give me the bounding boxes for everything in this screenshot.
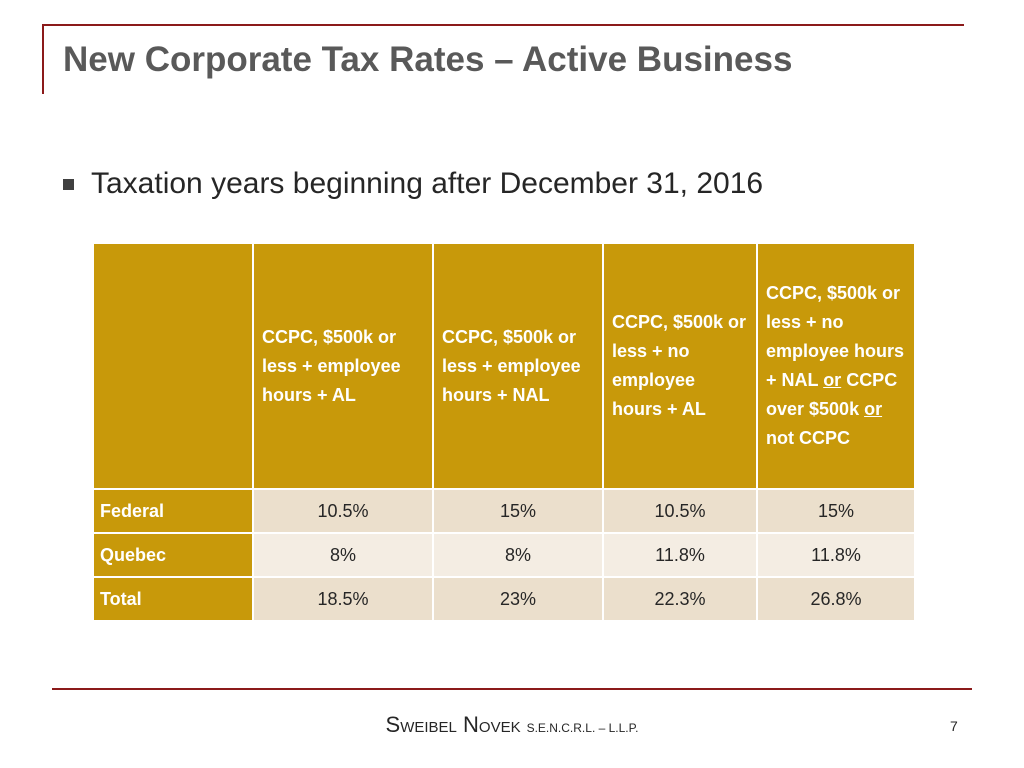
- table-cell: 15%: [434, 490, 602, 532]
- header-col-3: CCPC, $500k or less + no employee hours + AL: [604, 244, 756, 488]
- table-cell: 23%: [434, 578, 602, 620]
- header-col-2: CCPC, $500k or less + employee hours + NAL: [434, 244, 602, 488]
- table-cell: 18.5%: [254, 578, 432, 620]
- left-accent-rule: [42, 24, 44, 94]
- table-cell: 15%: [758, 490, 914, 532]
- table-header-row: [94, 244, 914, 488]
- page-number: 7: [950, 718, 958, 734]
- tax-rates-table: [92, 242, 916, 622]
- header-corner: [94, 244, 252, 488]
- table-cell: 8%: [434, 534, 602, 576]
- row-label: Quebec: [94, 534, 252, 576]
- header-col-4-text-3: not CCPC: [766, 428, 850, 448]
- table-row-federal: [94, 490, 914, 532]
- header-col-4-text-1: CCPC, $500k or less + no employee hours + NAL: [766, 283, 905, 390]
- table-cell: 26.8%: [758, 578, 914, 620]
- footer-firm-name: [0, 712, 1024, 738]
- firm-name: Sweibel Novek: [385, 712, 521, 737]
- table-cell: 22.3%: [604, 578, 756, 620]
- header-col-4-or-1: or: [823, 370, 842, 390]
- header-col-4: [758, 244, 914, 488]
- slide-title: New Corporate Tax Rates – Active Business: [63, 40, 793, 79]
- header-col-1: CCPC, $500k or less + employee hours + AL: [254, 244, 432, 488]
- bullet-square-icon: [63, 179, 74, 190]
- firm-suffix: S.E.N.C.R.L. – L.L.P.: [526, 721, 639, 735]
- bullet-item: [63, 167, 763, 201]
- table-cell: 11.8%: [758, 534, 914, 576]
- table-cell: 10.5%: [254, 490, 432, 532]
- table-cell: 8%: [254, 534, 432, 576]
- table-cell: 11.8%: [604, 534, 756, 576]
- row-label: Federal: [94, 490, 252, 532]
- bullet-text: Taxation years beginning after December 31, 2016: [91, 167, 764, 200]
- header-col-4-or-2: or: [864, 399, 883, 419]
- top-rule: [42, 24, 964, 26]
- table-cell: 10.5%: [604, 490, 756, 532]
- table-row-quebec: [94, 534, 914, 576]
- row-label: Total: [94, 578, 252, 620]
- header-col-4-text-2: CCPC over $500k: [766, 370, 898, 419]
- bottom-rule: [52, 688, 972, 690]
- table-row-total: [94, 578, 914, 620]
